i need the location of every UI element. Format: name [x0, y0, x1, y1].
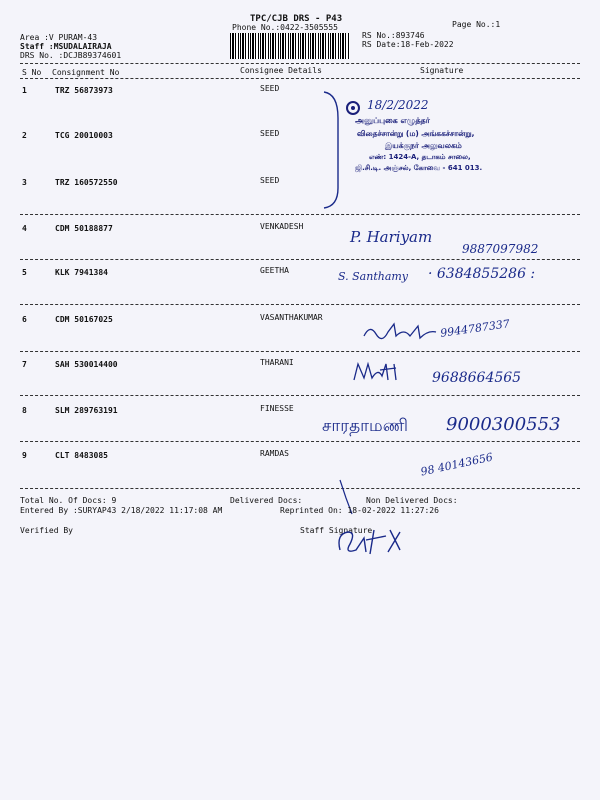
rs-date: RS Date:18-Feb-2022: [362, 40, 454, 49]
row-consignee: GEETHA: [260, 266, 289, 275]
col-consignee: Consignee Details: [240, 66, 322, 75]
staff-signature-label: Staff Signature: [300, 526, 373, 535]
row-sno: 3: [22, 178, 27, 187]
row-consignment: CDM 50188877: [55, 224, 113, 233]
staff-signature-scribble: [330, 520, 410, 560]
signature-scribble: [360, 318, 440, 344]
stamp-line: அனுப்புகை எழுத்தர்: [355, 116, 430, 125]
signature-scribble: [350, 360, 410, 384]
row-sno: 4: [22, 224, 27, 233]
reprinted-on: Reprinted On: 18-02-2022 11:27:26: [280, 506, 439, 515]
row-consignee: SEED: [260, 176, 280, 185]
row-consignment: TCG 20010003: [55, 131, 113, 140]
signature-name: S. Santhamy: [338, 270, 409, 283]
barcode: [230, 33, 350, 59]
divider: [20, 488, 580, 489]
stamp-line: ஜி.சி.டி. அஞ்சல், கோவை - 641 013.: [355, 164, 483, 172]
divider: [20, 259, 580, 260]
col-sno: S No: [22, 68, 42, 77]
row-sno: 1: [22, 86, 27, 95]
divider: [20, 351, 580, 352]
row-consignee: THARANI: [260, 358, 294, 367]
row-sno: 6: [22, 315, 27, 324]
verified-by: Verified By: [20, 526, 73, 535]
non-delivered-docs: Non Delivered Docs:: [366, 496, 458, 505]
rs-number: RS No.:893746: [362, 31, 425, 40]
phone-number: Phone No.:0422-3505555: [232, 23, 338, 32]
row-consignment: TRZ 160572550: [55, 178, 118, 187]
row-consignment: CLT 8483085: [55, 451, 108, 460]
divider: [20, 395, 580, 396]
row-sno: 9: [22, 451, 27, 460]
row-consignee: SEED: [260, 84, 280, 93]
stamp-line: விதைச்சான்று (ம) அங்ககச்சான்று,: [357, 129, 475, 138]
row-consignment: SLM 289763191: [55, 406, 118, 415]
row-sno: 8: [22, 406, 27, 415]
divider: [20, 63, 580, 64]
signature-name: சாரதாமணி: [322, 416, 408, 436]
staff-label: Staff :MSUDALAIRAJA: [20, 42, 112, 51]
row-sno: 2: [22, 131, 27, 140]
row-consignment: TRZ 56873973: [55, 86, 113, 95]
signature-phone: 98 40143656: [419, 450, 495, 479]
divider: [20, 441, 580, 442]
row-sno: 7: [22, 360, 27, 369]
row-consignee: SEED: [260, 129, 280, 138]
signature-name: P. Hariyam: [350, 228, 433, 246]
signature-phone: 9944787337: [439, 317, 511, 340]
total-docs: Total No. Of Docs: 9: [20, 496, 117, 505]
signature-phone: 9000300553: [446, 414, 561, 435]
stamp-line: இயக்குநர் அலுவலகம்: [385, 141, 462, 150]
row-consignee: RAMDAS: [260, 449, 289, 458]
office-stamp: [345, 98, 520, 173]
col-signature: Signature: [420, 66, 464, 75]
row-consignee: FINESSE: [260, 404, 294, 413]
entered-by: Entered By :SURYAP43 2/18/2022 11:17:08 AM: [20, 506, 223, 515]
divider: [20, 78, 580, 79]
col-consignment: Consignment No: [52, 68, 120, 77]
page-number: Page No.:1: [452, 20, 501, 29]
row-sno: 5: [22, 268, 27, 277]
delivered-docs: Delivered Docs:: [230, 496, 303, 505]
divider: [20, 214, 580, 215]
area-label: Area :V PURAM-43: [20, 33, 98, 42]
signature-phone: · 6384855286 :: [428, 266, 536, 282]
row-consignment: CDM 50167025: [55, 315, 113, 324]
row-consignment: SAH 530014400: [55, 360, 118, 369]
stamp-line: எண்: 1424-A, தடாகம் சாலை,: [369, 153, 471, 161]
stamp-date: 18/2/2022: [367, 98, 429, 112]
signature-phone: 9887097982: [462, 242, 539, 256]
row-consignee: VENKADESH: [260, 222, 304, 231]
stamp-emblem-icon: [345, 100, 361, 116]
signature-phone: 9688664565: [432, 370, 522, 386]
row-consignment: KLK 7941384: [55, 268, 108, 277]
divider: [20, 304, 580, 305]
row-consignee: VASANTHAKUMAR: [260, 313, 323, 322]
doc-title: TPC/CJB DRS - P43: [250, 14, 343, 24]
drs-number: DRS No. :DCJB89374601: [20, 51, 122, 60]
